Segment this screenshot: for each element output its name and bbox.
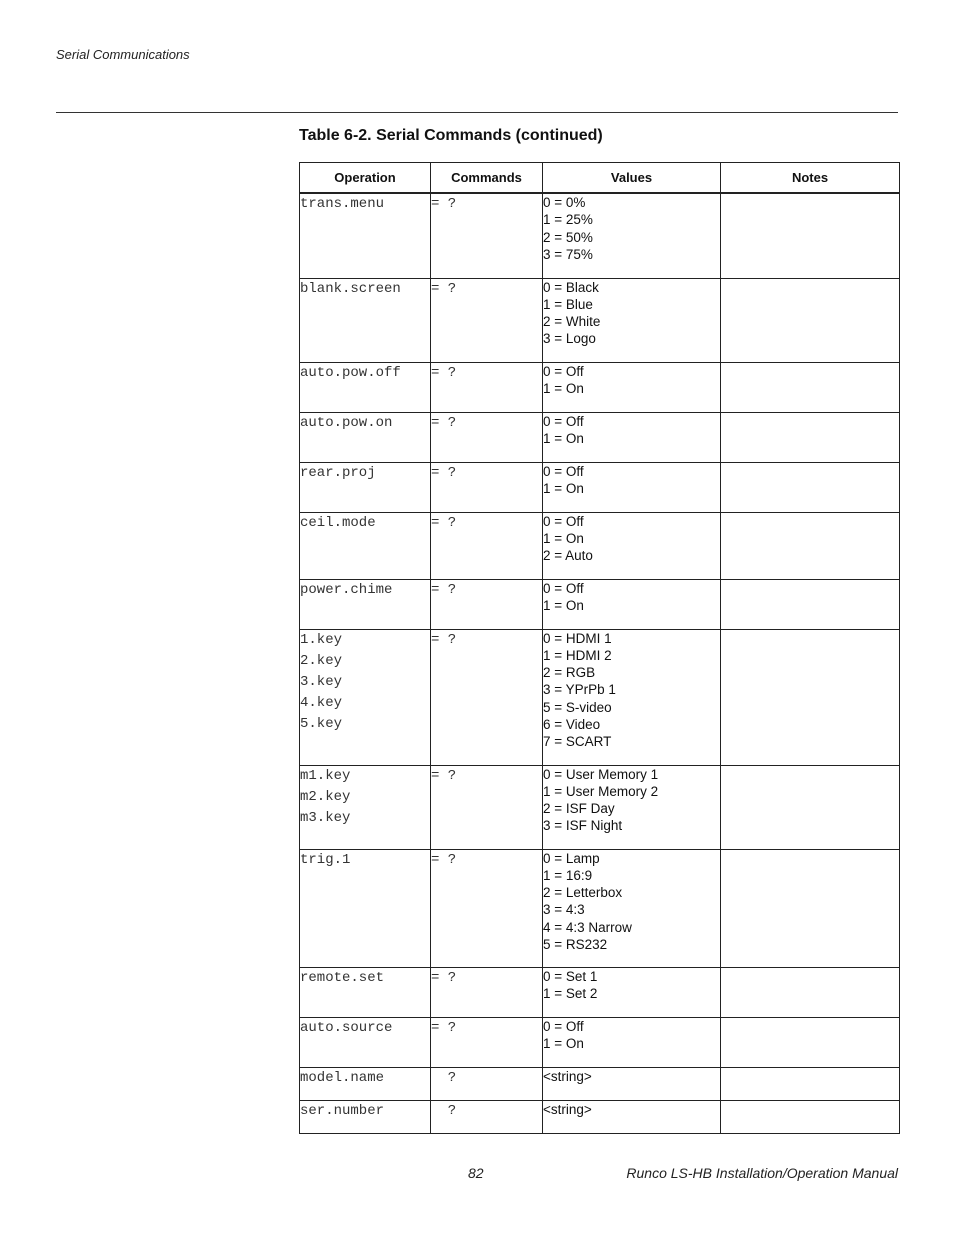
- values-cell: [543, 362, 721, 412]
- value-option: 1 = On: [543, 480, 584, 496]
- operation-name: ceil.mode: [300, 514, 376, 531]
- notes-cell: [721, 1017, 900, 1067]
- value-option: <string>: [543, 1101, 592, 1117]
- value-option: 2 = White: [543, 314, 601, 330]
- operation-cell: [300, 579, 431, 629]
- table-body: [300, 193, 900, 1133]
- value-option: 4 = 4:3 Narrow: [543, 919, 632, 935]
- values-cell: [543, 967, 721, 1017]
- value-option: 0 = Off: [543, 580, 584, 596]
- operation-name: auto.pow.off: [300, 364, 401, 381]
- command-cell: ?: [431, 1067, 543, 1100]
- values-cell: [543, 462, 721, 512]
- header-rule: [56, 112, 898, 113]
- table-row: [300, 765, 900, 849]
- value-option: 0 = Lamp: [543, 850, 600, 866]
- command-cell: = ?: [431, 629, 543, 765]
- command-cell: = ?: [431, 765, 543, 849]
- value-option: 6 = Video: [543, 716, 601, 732]
- operation-cell: [300, 967, 431, 1017]
- value-option: 0 = User Memory 1: [543, 766, 659, 782]
- operation-name: auto.pow.on: [300, 414, 393, 431]
- table-row: [300, 849, 900, 967]
- value-option: 5 = S-video: [543, 699, 612, 715]
- value-option: 7 = SCART: [543, 734, 612, 750]
- value-option: 2 = 50%: [543, 229, 593, 245]
- notes-cell: [721, 362, 900, 412]
- column-header-notes: Notes: [721, 163, 900, 194]
- values-cell: [543, 1067, 721, 1100]
- operation-name: rear.proj: [300, 464, 376, 481]
- operation-cell: [300, 193, 431, 278]
- table-header-row: [300, 163, 900, 194]
- table-row: [300, 362, 900, 412]
- operation-cell: [300, 1100, 431, 1133]
- value-option: 1 = 16:9: [543, 867, 593, 883]
- values-cell: [543, 765, 721, 849]
- operation-name: m1.key: [300, 767, 351, 784]
- value-option: 2 = ISF Day: [543, 801, 615, 817]
- table-row: [300, 1067, 900, 1100]
- command-cell: = ?: [431, 362, 543, 412]
- values-cell: [543, 193, 721, 278]
- operation-name: 1.key: [300, 631, 343, 648]
- table-row: [300, 278, 900, 362]
- notes-cell: [721, 579, 900, 629]
- notes-cell: [721, 1100, 900, 1133]
- notes-cell: [721, 193, 900, 278]
- value-option: 0 = Black: [543, 279, 599, 295]
- table-row: [300, 967, 900, 1017]
- operation-name: auto.source: [300, 1019, 393, 1036]
- value-option: 0 = Set 1: [543, 968, 598, 984]
- command-cell: = ?: [431, 1017, 543, 1067]
- value-option: 1 = On: [543, 1035, 584, 1051]
- notes-cell: [721, 849, 900, 967]
- operation-name: m3.key: [300, 809, 351, 826]
- notes-cell: [721, 629, 900, 765]
- value-option: <string>: [543, 1068, 592, 1084]
- operation-name: blank.screen: [300, 280, 401, 297]
- value-option: 5 = RS232: [543, 936, 608, 952]
- value-option: 1 = On: [543, 430, 584, 446]
- values-cell: [543, 512, 721, 579]
- operation-cell: [300, 1017, 431, 1067]
- manual-title: Runco LS-HB Installation/Operation Manual: [626, 1165, 898, 1181]
- operation-name: model.name: [300, 1069, 385, 1086]
- value-option: 0 = 0%: [543, 195, 586, 210]
- value-option: 0 = Off: [543, 463, 584, 479]
- table-row: [300, 1100, 900, 1133]
- notes-cell: [721, 462, 900, 512]
- notes-cell: [721, 412, 900, 462]
- operation-name: 2.key: [300, 652, 343, 669]
- value-option: 1 = Blue: [543, 296, 593, 312]
- command-cell: = ?: [431, 967, 543, 1017]
- values-cell: [543, 412, 721, 462]
- notes-cell: [721, 1067, 900, 1100]
- operation-name: ser.number: [300, 1102, 385, 1119]
- value-option: 0 = HDMI 1: [543, 630, 612, 646]
- operation-cell: [300, 462, 431, 512]
- operation-name: 3.key: [300, 673, 343, 690]
- values-cell: [543, 1017, 721, 1067]
- command-cell: = ?: [431, 579, 543, 629]
- table-row: [300, 512, 900, 579]
- operation-name: m2.key: [300, 788, 351, 805]
- notes-cell: [721, 967, 900, 1017]
- notes-cell: [721, 765, 900, 849]
- operation-cell: [300, 512, 431, 579]
- running-header: Serial Communications: [56, 47, 190, 62]
- column-header-operation: Operation: [300, 163, 431, 194]
- operation-name: trans.menu: [300, 196, 385, 212]
- command-cell: = ?: [431, 193, 543, 278]
- notes-cell: [721, 278, 900, 362]
- operation-name: remote.set: [300, 969, 385, 986]
- serial-commands-table: [299, 162, 900, 1134]
- table-row: [300, 1017, 900, 1067]
- operation-name: 4.key: [300, 694, 343, 711]
- table-row: [300, 193, 900, 278]
- table-row: [300, 462, 900, 512]
- values-cell: [543, 849, 721, 967]
- value-option: 2 = Auto: [543, 548, 593, 564]
- operation-cell: [300, 412, 431, 462]
- value-option: 1 = On: [543, 597, 584, 613]
- value-option: 3 = Logo: [543, 331, 596, 347]
- value-option: 0 = Off: [543, 363, 584, 379]
- operation-cell: [300, 849, 431, 967]
- value-option: 3 = ISF Night: [543, 818, 623, 834]
- column-header-values: Values: [543, 163, 721, 194]
- value-option: 1 = HDMI 2: [543, 647, 612, 663]
- command-cell: = ?: [431, 412, 543, 462]
- values-cell: [543, 278, 721, 362]
- values-cell: [543, 1100, 721, 1133]
- table-row: [300, 629, 900, 765]
- table-row: [300, 579, 900, 629]
- operation-cell: [300, 1067, 431, 1100]
- operation-cell: [300, 362, 431, 412]
- command-cell: ?: [431, 1100, 543, 1133]
- values-cell: [543, 629, 721, 765]
- notes-cell: [721, 512, 900, 579]
- value-option: 1 = 25%: [543, 212, 593, 228]
- table-row: [300, 412, 900, 462]
- table-title: Table 6-2. Serial Commands (continued): [299, 127, 603, 144]
- command-cell: = ?: [431, 462, 543, 512]
- command-cell: = ?: [431, 512, 543, 579]
- value-option: 1 = User Memory 2: [543, 783, 659, 799]
- operation-name: power.chime: [300, 581, 393, 598]
- value-option: 3 = 75%: [543, 246, 593, 262]
- operation-cell: [300, 765, 431, 849]
- column-header-commands: Commands: [431, 163, 543, 194]
- value-option: 3 = 4:3: [543, 902, 585, 918]
- value-option: 2 = Letterbox: [543, 885, 623, 901]
- operation-cell: [300, 629, 431, 765]
- value-option: 0 = Off: [543, 413, 584, 429]
- command-cell: = ?: [431, 278, 543, 362]
- value-option: 2 = RGB: [543, 665, 596, 681]
- operation-cell: [300, 278, 431, 362]
- value-option: 1 = On: [543, 530, 584, 546]
- operation-name: 5.key: [300, 715, 343, 732]
- value-option: 0 = Off: [543, 1018, 584, 1034]
- value-option: 1 = Set 2: [543, 985, 598, 1001]
- value-option: 3 = YPrPb 1: [543, 682, 616, 698]
- value-option: 1 = On: [543, 380, 584, 396]
- values-cell: [543, 579, 721, 629]
- value-option: 0 = Off: [543, 513, 584, 529]
- page-number: 82: [468, 1165, 484, 1181]
- command-cell: = ?: [431, 849, 543, 967]
- operation-name: trig.1: [300, 851, 351, 868]
